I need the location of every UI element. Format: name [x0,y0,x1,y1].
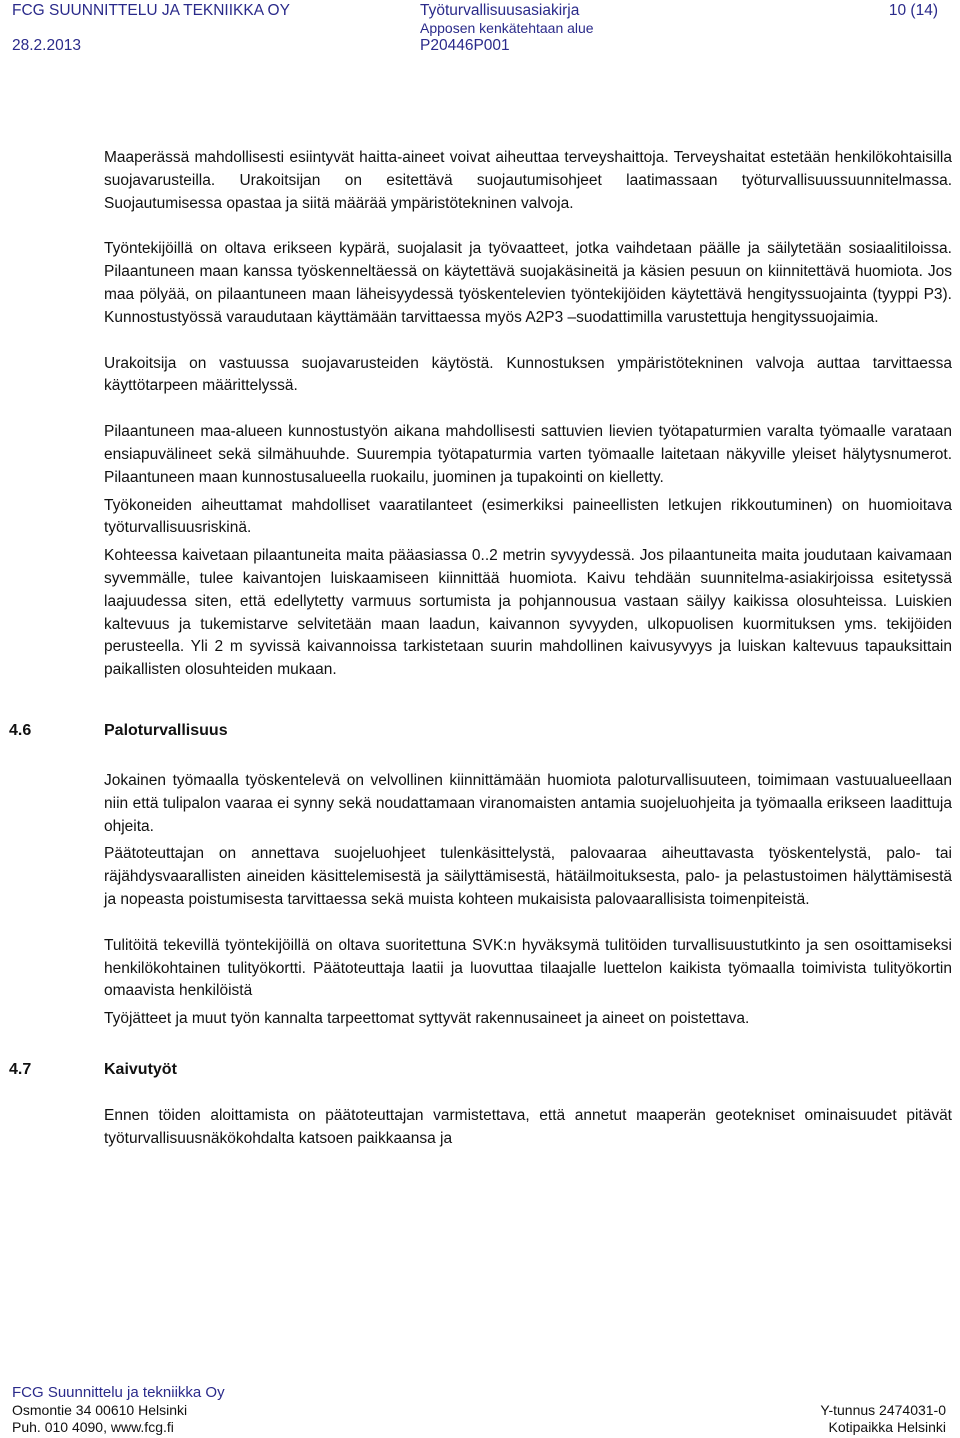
paragraph-excavation-start: Ennen töiden aloittamista on päätoteuttajan varmistettava, että annetut maaperän geotekniset ominaisuudet pitävät työturvallisuusnäkökohdalta katsoen paikkaansa ja [104,1106,952,1147]
header-date: 28.2.2013 [12,37,81,54]
section-heading-4-7 [9,1059,952,1081]
footer-business-id: Y-tunnus 2474031-0 [820,1402,946,1418]
footer-contact: Puh. 010 4090, www.fcg.fi [12,1419,174,1435]
header-company: FCG SUUNNITTELU JA TEKNIIKKA OY [12,2,290,19]
paragraph-hot-work: Tulitöitä tekevillä työntekijöillä on oltava suoritettuna SVK:n hyväksymä tulitöiden turvallisuustutkinto ja sen osoittamiseksi henkilökohtainen tulityökortti. Päätoteuttaja laatii ja luovuttaa tilaajalle luettelon kaikista työmaalla toimivista tulityökortin omaavista henkilöistä [104,936,952,1000]
paragraph-fire-safety-duty: Jokainen työmaalla työskentelevä on velvollinen kiinnittämään huomiota paloturvallisuuteen, toimimaan vastuualueellaan niin että tulipalon vaaraa ei synny sekä noudattamaan viranomaisten antamia suojeluohjeita ja työmaalla erikseen laadittuja ohjeita. [104,771,952,835]
paragraph-machinery-risks: Työkoneiden aiheuttamat mahdolliset vaaratilanteet (esimerkiksi paineellisten letkujen rikkoutuminen) on huomioitava työturvallisuusriskinä. [104,496,952,537]
paragraph-health-hazards: Maaperässä mahdollisesti esiintyvät haitta-aineet voivat aiheuttaa terveyshaittoja. Terveyshaitat estetään henkilökohtaisilla suojavarusteilla. Urakoitsijan on esitettävä suojautumisohjeet laatimassaan työturvallisuussuunnitelmassa. Suojautumisessa opastaa ja siitä määrää ympäristötekninen valvoja. [104,149,952,212]
footer-domicile: Kotipaikka Helsinki [828,1419,946,1435]
footer-address: Osmontie 34 00610 Helsinki [12,1402,188,1418]
page-header [0,0,960,60]
paragraph-first-aid: Pilaantuneen maa-alueen kunnostustyön aikana mahdollisesti sattuvien lievien työtapaturmien varalta työmaalle varataan ensiapuvälineet sekä silmähuuhde. Suurempia työtapaturmia varten työmaalle laitetaan näkyville yleiset hälytysnumerot. Pilaantuneen maan kunnostusalueella ruokailu, juominen ja tupakointi on kielletty. [104,423,952,486]
paragraph-contractor-responsibility: Urakoitsija on vastuussa suojavarusteiden käytöstä. Kunnostuksen ympäristötekninen valvoja auttaa tarvittaessa käyttötarpeen määrittelyssä. [104,354,952,395]
section-title-4-7: Kaivutyöt [104,1060,177,1078]
paragraph-fire-instructions: Päätoteuttajan on annettava suojeluohjeet tulenkäsittelystä, palovaaraa aiheuttavasta työskentelystä, palo- tai räjähdysvaarallisten aineiden käsittelemisestä ja säilyttämisestä, hätäilmoituksesta, palo- ja pelastustoimen hälyttämisestä ja nopeasta poistumisesta tarvittaessa sekä muista kohteen mukaisista palovaarallisista toimenpiteistä. [104,845,952,908]
section-number-4-7: 4.7 [9,1060,32,1078]
document-body [9,147,952,1151]
page-footer [0,1380,960,1438]
footer-company: FCG Suunnittelu ja tekniikka Oy [12,1384,225,1401]
header-doc-code: P20446P001 [420,37,510,54]
header-subtitle: Apposen kenkätehtaan alue [420,20,594,36]
header-page-number: 10 (14) [888,2,938,19]
section-heading-4-6 [9,720,952,742]
section-number-4-6: 4.6 [9,721,32,739]
header-doc-title: Työturvallisuusasiakirja [420,2,580,19]
paragraph-protective-gear: Työntekijöillä on oltava erikseen kypärä, suojalasit ja työvaatteet, jotka vaihdetaan päälle ja säilytetään sosiaalitiloissa. Pilaantuneen maan kanssa työskenneltäessä on käytettävä suojakäsineitä ja käsien pesuun on kiinnitettävä huomiota. Jos maa pölyää, on pilaantuneen maan läheisyydessä työskentelevien työntekijöiden käytettävä hengityssuojainta (tyyppi P3). Kunnostustyössä varaudutaan käyttämään tarvittaessa myös A2P3 –suodattimilla varustettuja hengityssuojaimia. [104,240,952,326]
paragraph-waste-removal: Työjätteet ja muut työn kannalta tarpeettomat syttyvät rakennusaineet ja aineet on poistettava. [104,1010,750,1028]
section-title-4-6: Paloturvallisuus [104,721,228,739]
paragraph-excavation-depth: Kohteessa kaivetaan pilaantuneita maita pääasiassa 0..2 metrin syvyydessä. Jos pilaantuneita maita joudutaan kaivamaan syvemmälle, tulee kaivantojen luiskaamiseen kiinnittää huomiota. Kaivu tehdään suunnitelma-asiakirjoissa esitetyssä laajuudessa siten, että edellytetty varmuus sortumista ja pohjannousua vastaan säilyy kaikissa olosuhteissa. Luiskien kaltevuus ja tukemistarve selvitetään maan laadun, kaivannon syvyyden, ulkopuolisen kuormituksen yms. tekijöiden perusteella. Yli 2 m syvissä kaivannoissa tarkistetaan suurin mahdollinen kaivusyvyys ja luiskan kaltevuus tapauksittain paikallisten olosuhteiden mukaan. [104,547,952,679]
